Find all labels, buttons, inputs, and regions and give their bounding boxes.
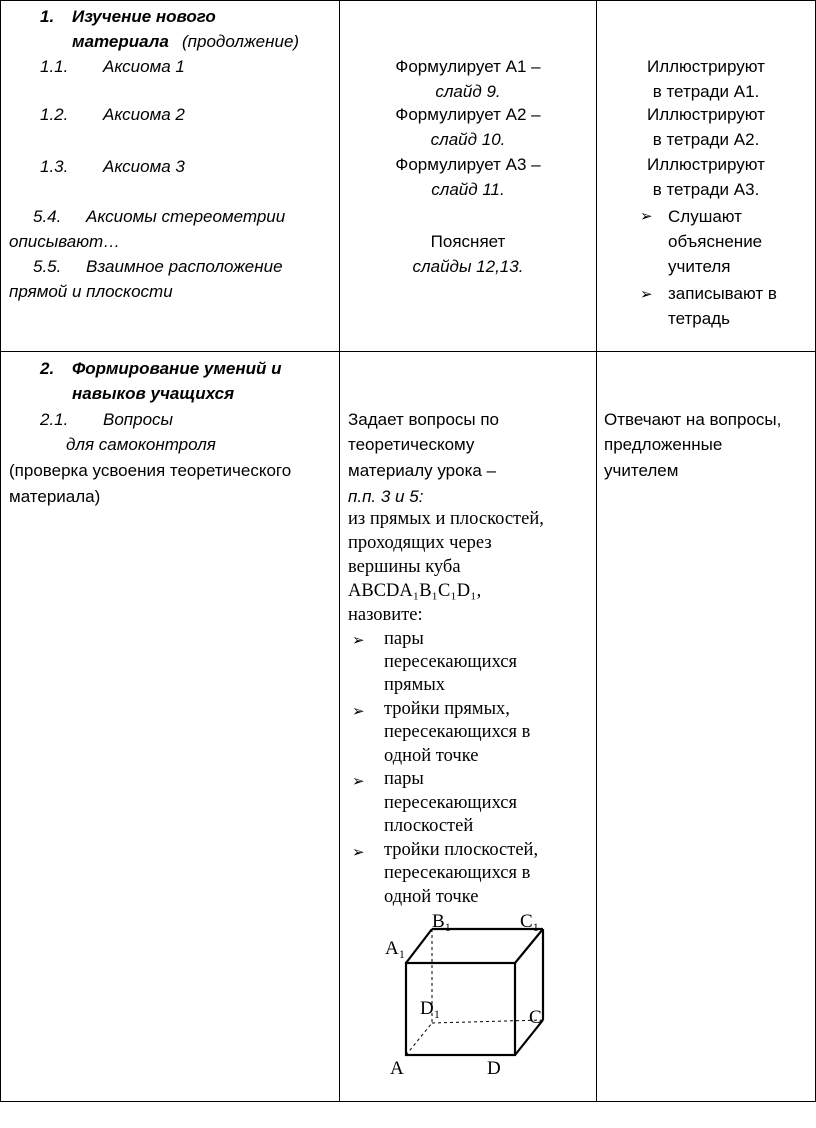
item-text: Аксиома 3 (103, 157, 185, 176)
item-text: Аксиома 1 (103, 57, 185, 76)
row-divider (0, 351, 816, 352)
task-text: вершины куба (348, 557, 461, 577)
answer-text: предложенные (604, 435, 723, 454)
item-number: 5.5. (33, 257, 62, 276)
bullet-text: пересекающихся в (384, 722, 531, 742)
task-text: проходящих через (348, 533, 492, 553)
bullet-text: одной точке (384, 887, 479, 907)
bullet-text: пересекающихся в (384, 863, 531, 883)
bullet-text: прямых (384, 675, 446, 695)
heading-title-cont: навыков учащихся (72, 384, 235, 403)
item-text: Аксиомы стереометрии (86, 207, 286, 226)
vertex-label-c1: C₁ (520, 911, 540, 932)
item-number: 1.3. (40, 157, 69, 176)
bullet-text: пересекающихся (384, 793, 518, 813)
bullet-text: пары (384, 629, 424, 649)
item-number: 1.1. (40, 57, 69, 76)
illustrate-line: в тетради А1. (652, 82, 760, 101)
heading-number: 1. (40, 7, 55, 26)
explains-text: Поясняет (430, 232, 506, 251)
illustrate-line: Иллюстрируют (647, 105, 765, 124)
formulates-line: Формулирует А2 – (395, 105, 541, 124)
paragraph-ref: п.п. 3 и 5: (348, 487, 424, 506)
question-text: Задает вопросы по (348, 410, 500, 429)
question-text: теоретическому (348, 435, 475, 454)
bullet-arrow-icon: ➢ (352, 703, 365, 720)
bullet-text: учителя (668, 257, 731, 276)
bullet-arrow-icon: ➢ (352, 773, 365, 790)
task-text: из прямых и плоскостей, (348, 509, 544, 529)
table-border-left (0, 0, 1, 1102)
table-border-top (0, 0, 816, 1)
heading-paren: (продолжение) (182, 32, 300, 51)
illustrate-line: в тетради А3. (652, 180, 760, 199)
answer-text: учителем (604, 461, 679, 480)
slide-ref: слайд 11. (431, 180, 505, 199)
bullet-text: пересекающихся (384, 652, 518, 672)
bullet-text: тройки плоскостей, (384, 840, 539, 860)
task-text: назовите: (348, 605, 423, 625)
slide-ref: слайд 10. (430, 130, 506, 149)
vertex-label-c: C (529, 1007, 542, 1028)
cube-hidden-edge (432, 1020, 543, 1023)
bullet-text: одной точке (384, 746, 479, 766)
item-number: 5.4. (33, 207, 62, 226)
vertex-label-b1: B₁ (432, 911, 452, 932)
vertex-label-d: D (487, 1058, 501, 1079)
heading-title: Формирование умений и (72, 359, 282, 378)
item-text-cont: описывают… (9, 232, 121, 251)
item-number: 1.2. (40, 105, 69, 124)
cube-edge (515, 929, 543, 963)
cube-edge (406, 929, 432, 963)
item-text: Вопросы (103, 410, 174, 429)
illustrate-line: в тетради А2. (652, 130, 760, 149)
illustrate-line: Иллюстрируют (647, 155, 765, 174)
bullet-text: тетрадь (668, 309, 730, 328)
bullet-arrow-icon: ➢ (640, 286, 653, 303)
item-number: 2.1. (40, 410, 69, 429)
heading-number: 2. (40, 359, 55, 378)
bullet-text: объяснение (668, 232, 763, 251)
formulates-line: Формулирует А1 – (395, 57, 541, 76)
bullet-text: тройки прямых, (384, 699, 510, 719)
bullet-arrow-icon: ➢ (640, 208, 653, 225)
cube-diagram (380, 908, 560, 1080)
bullet-text: пары (384, 769, 424, 789)
vertex-label-a: A (390, 1058, 404, 1079)
cube-name: ABCDA₁B₁C₁D₁, (348, 581, 482, 601)
note-text: (проверка усвоения теоретического (9, 461, 292, 480)
bullet-arrow-icon: ➢ (352, 632, 365, 649)
bullet-text: плоскостей (384, 816, 474, 836)
heading-title-cont: материала (72, 32, 169, 51)
vertex-label-d1: D₁ (420, 998, 441, 1019)
item-text-cont: для самоконтроля (66, 435, 216, 454)
bullet-text: записывают в (668, 284, 777, 303)
item-text-cont: прямой и плоскости (9, 282, 173, 301)
slide-ref: слайд 9. (435, 82, 501, 101)
bullet-text: Слушают (668, 207, 742, 226)
illustrate-line: Иллюстрируют (647, 57, 765, 76)
formulates-line: Формулирует А3 – (395, 155, 541, 174)
question-text: материалу урока – (348, 461, 497, 480)
note-text: материала) (9, 487, 101, 506)
vertex-label-a1: A₁ (385, 938, 406, 959)
bullet-arrow-icon: ➢ (352, 844, 365, 861)
answer-text: Отвечают на вопросы, (604, 410, 782, 429)
explains-slides: слайды 12,13. (412, 257, 524, 276)
item-text: Взаимное расположение (86, 257, 283, 276)
cube-hidden-edge (406, 1023, 432, 1055)
item-text: Аксиома 2 (103, 105, 185, 124)
table-border-bottom (0, 1101, 816, 1102)
heading-title: Изучение нового (72, 7, 216, 26)
